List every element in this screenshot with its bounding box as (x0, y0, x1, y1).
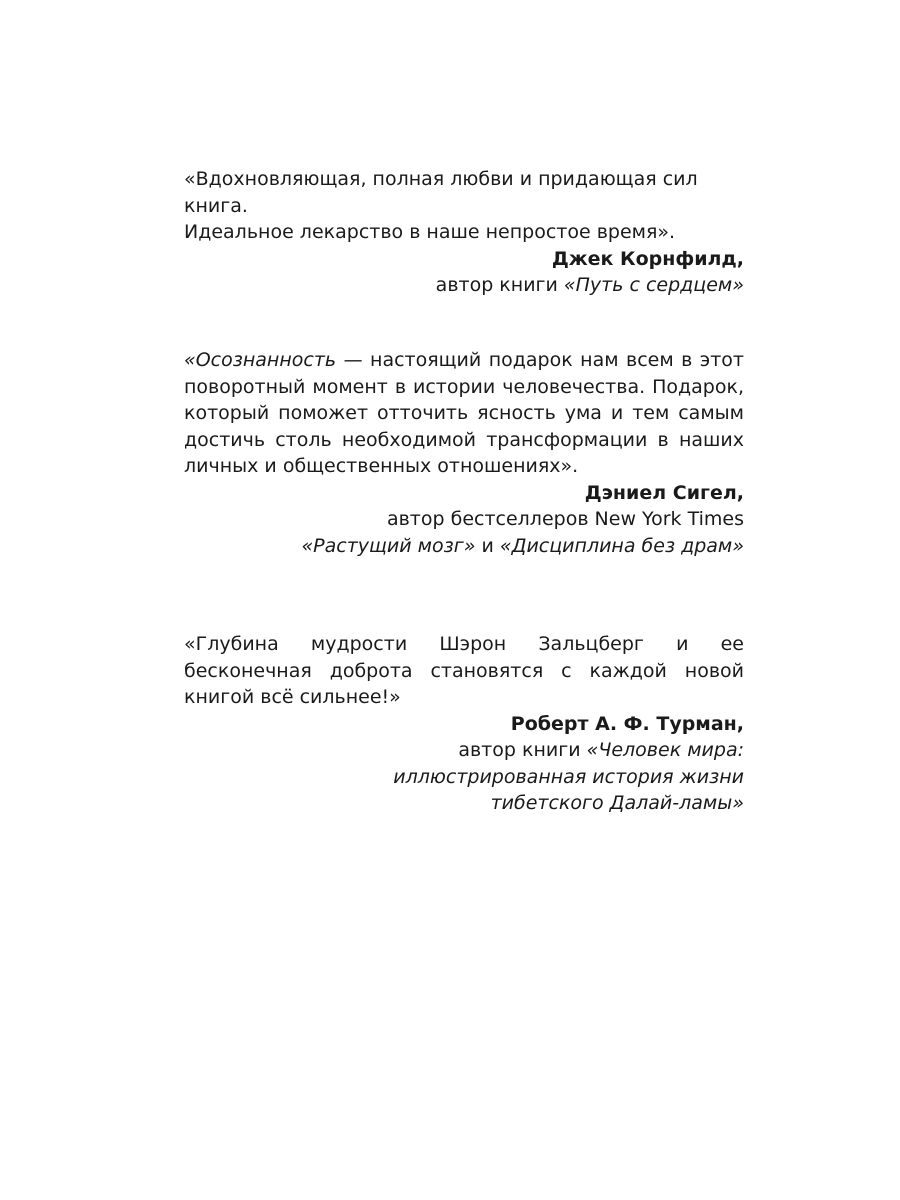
blurb-author: Джек Корнфилд, (551, 247, 744, 270)
quote-line: «Вдохновляющая, полная любви и придающая сил книга. (184, 168, 698, 217)
blurb-thurman (184, 631, 744, 817)
quote-line: Идеальное лекарство в наше непростое время». (184, 221, 676, 243)
blurb-author: Роберт А. Ф. Турман, (510, 712, 744, 735)
blurb-quote (184, 347, 744, 480)
blurb-quote: «Глубина мудрости Шэрон Зальцберг и ее бесконечная доброта становятся с каждой новой книгой всё сильнее!» (184, 633, 744, 708)
quote-text: — настоящий подарок нам всем в этот поворотный момент в истории человечества. Подарок, который поможет отточить ясность ума и тем самым достичь столь необходимой трансформации в наших личных и общественных отношениях». (184, 349, 744, 477)
blurb-siegel (184, 347, 744, 559)
book-title: иллюстрированная история жизни (393, 765, 744, 788)
book-title: «Растущий мозг» (301, 534, 476, 557)
blurb-credit (184, 506, 744, 559)
book-title: «Дисциплина без драм» (499, 534, 744, 557)
blurb-author: Дэниел Сигел, (584, 481, 744, 504)
book-title: «Человек мира: (586, 739, 744, 761)
book-title: тибетского Далай-ламы» (490, 792, 744, 814)
credit-text: автор бестселлеров New York Times (386, 508, 744, 530)
quote-italic-lead: «Осознанность (184, 349, 337, 371)
credit-conjunction: и (475, 534, 500, 557)
book-page (184, 0, 744, 1200)
credit-text: автор книги (435, 274, 564, 296)
blurb-credit (184, 272, 744, 299)
book-title: «Путь с сердцем» (563, 274, 744, 296)
blurb-quote (184, 166, 744, 246)
blurb-kornfield (184, 166, 744, 299)
credit-text: автор книги (458, 739, 587, 761)
blurb-credit (184, 737, 744, 817)
